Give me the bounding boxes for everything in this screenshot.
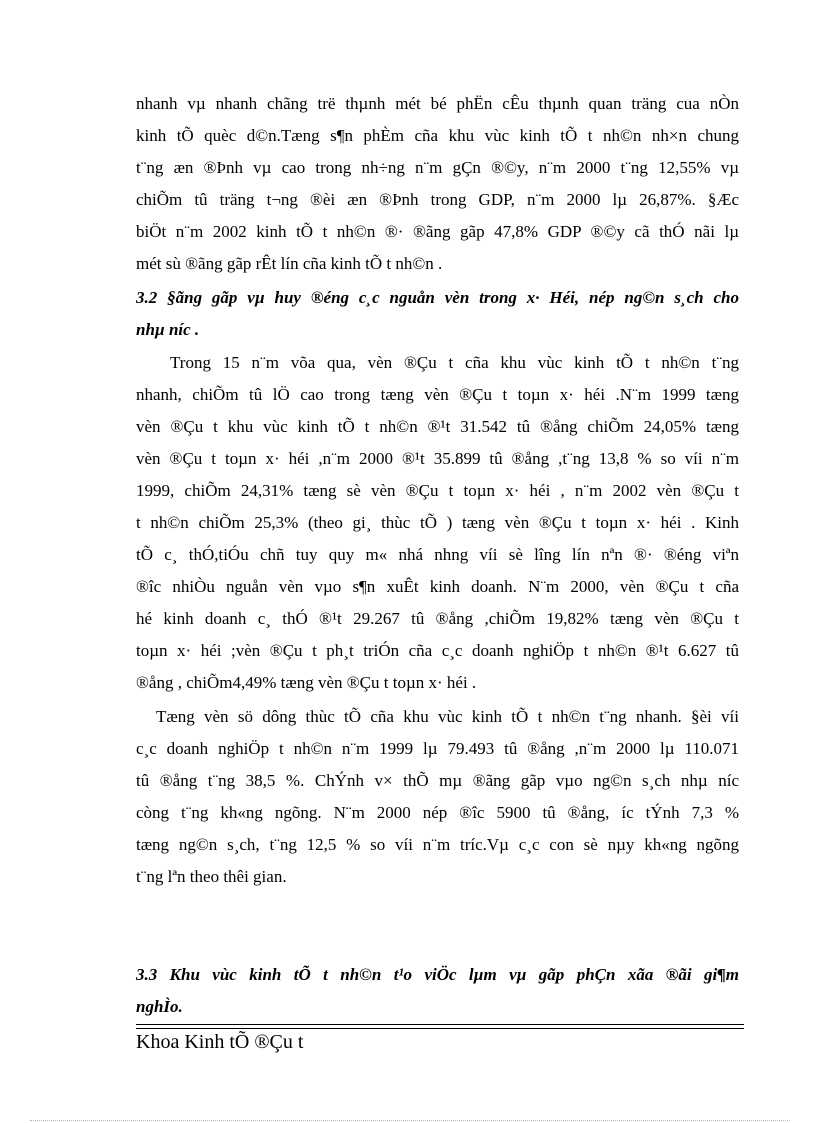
body-text-line: kinh tÕ quèc d©n.Tæng s¶n phÈm cña khu vùc kinh tÕ t nh©n nh×n chung — [136, 126, 739, 145]
footer-rule-top — [136, 1024, 744, 1025]
body-text-line: tû ®ång t¨ng 38,5 %. ChÝnh v× thÕ mµ ®ãng gãp vµo ng©n s¸ch nhµ níc — [136, 771, 739, 790]
body-text-line: ®ång , chiÕm4,49% tæng vèn ®Çu t toµn x· héi . — [136, 673, 477, 692]
body-text-line: t¨ng æn ®Þnh vµ cao trong nh÷ng n¨m gÇn ®©y, n¨m 2000 t¨ng 12,55% vµ — [136, 158, 739, 177]
section-heading: nghÌo. — [136, 997, 183, 1016]
body-text-line: tæng ng©n s¸ch, t¨ng 12,5 % so víi n¨m tríc.Vµ c¸c con sè nµy kh«ng ngõng — [136, 835, 739, 854]
page-bottom-edge — [30, 1120, 790, 1121]
body-text-line: toµn x· héi ;vèn ®Çu t ph¸t triÓn cña c¸c doanh nghiÖp t nh©n ®¹t 6.627 tû — [136, 641, 739, 660]
body-text-line: Tæng vèn sö dông thùc tÕ cña khu vùc kinh tÕ t nh©n t¨ng nhanh. §èi víi — [156, 707, 739, 726]
body-text-line: còng t¨ng kh«ng ngõng. N¨m 2000 nép ®îc 5900 tû ®ång, íc tÝnh 7,3 % — [136, 803, 739, 822]
body-text-line: nhanh vµ nhanh chãng trë thµnh mét bé phËn cÊu thµnh quan träng cua nÒn — [136, 94, 739, 113]
body-text-line: biÖt n¨m 2002 kinh tÕ t nh©n ®· ®ãng gãp 47,8% GDP ®©y cã thÓ nãi lµ — [136, 222, 739, 241]
footer-rule-bottom — [136, 1028, 744, 1029]
page-footer: Khoa Kinh tÕ ®Çu t — [136, 1031, 304, 1053]
body-text-line: vèn ®Çu t khu vùc kinh tÕ t nh©n ®¹t 31.542 tû ®ång chiÕm 24,05% tæng — [136, 417, 739, 436]
body-text-line: Trong 15 n¨m võa qua, vèn ®Çu t cña khu vùc kinh tÕ t nh©n t¨ng — [170, 353, 739, 372]
section-heading: 3.2 §ãng gãp vµ huy ®éng c¸c nguån vèn trong x· Héi, nép ng©n s¸ch cho — [136, 288, 739, 307]
body-text-line: hé kinh doanh c¸ thÓ ®¹t 29.267 tû ®ång ,chiÕm 19,82% tæng vèn ®Çu t — [136, 609, 739, 628]
section-heading: nhµ níc . — [136, 320, 200, 339]
body-text-line: t¨ng lªn theo thêi gian. — [136, 867, 287, 886]
body-text-line: 1999, chiÕm 24,31% tæng sè vèn ®Çu t toµn x· héi , n¨m 2002 vèn ®Çu t — [136, 481, 739, 500]
body-text-line: vèn ®Çu t toµn x· héi ,n¨m 2000 ®¹t 35.899 tû ®ång ,t¨ng 13,8 % so víi n¨m — [136, 449, 739, 468]
body-text-line: mét sù ®ãng gãp rÊt lín cña kinh tÕ t nh©n . — [136, 254, 443, 273]
body-text-line: tÕ c¸ thÓ,tiÓu chñ tuy quy m« nhá nhng víi sè lîng lín nªn ®· ®éng viªn — [136, 545, 739, 564]
body-text-line: nhanh, chiÕm tû lÖ cao trong tæng vèn ®Çu t toµn x· héi .N¨m 1999 tæng — [136, 385, 739, 404]
body-text-line: ®îc nhiÒu nguån vèn vµo s¶n xuÊt kinh doanh. N¨m 2000, vèn ®Çu t cña — [136, 577, 739, 596]
body-text-line: t nh©n chiÕm 25,3% (theo gi¸ thùc tÕ ) tæng vèn ®Çu t toµn x· héi . Kinh — [136, 513, 739, 532]
section-heading: 3.3 Khu vùc kinh tÕ t nh©n t¹o viÖc lµm vµ gãp phÇn xãa ®ãi gi¶m — [136, 965, 739, 984]
body-text-line: chiÕm tû träng t¬ng ®èi æn ®Þnh trong GDP, n¨m 2000 lµ 26,87%. §Æc — [136, 190, 739, 209]
body-text-line: c¸c doanh nghiÖp t nh©n n¨m 1999 lµ 79.493 tû ®ång ,n¨m 2000 lµ 110.071 — [136, 739, 739, 758]
